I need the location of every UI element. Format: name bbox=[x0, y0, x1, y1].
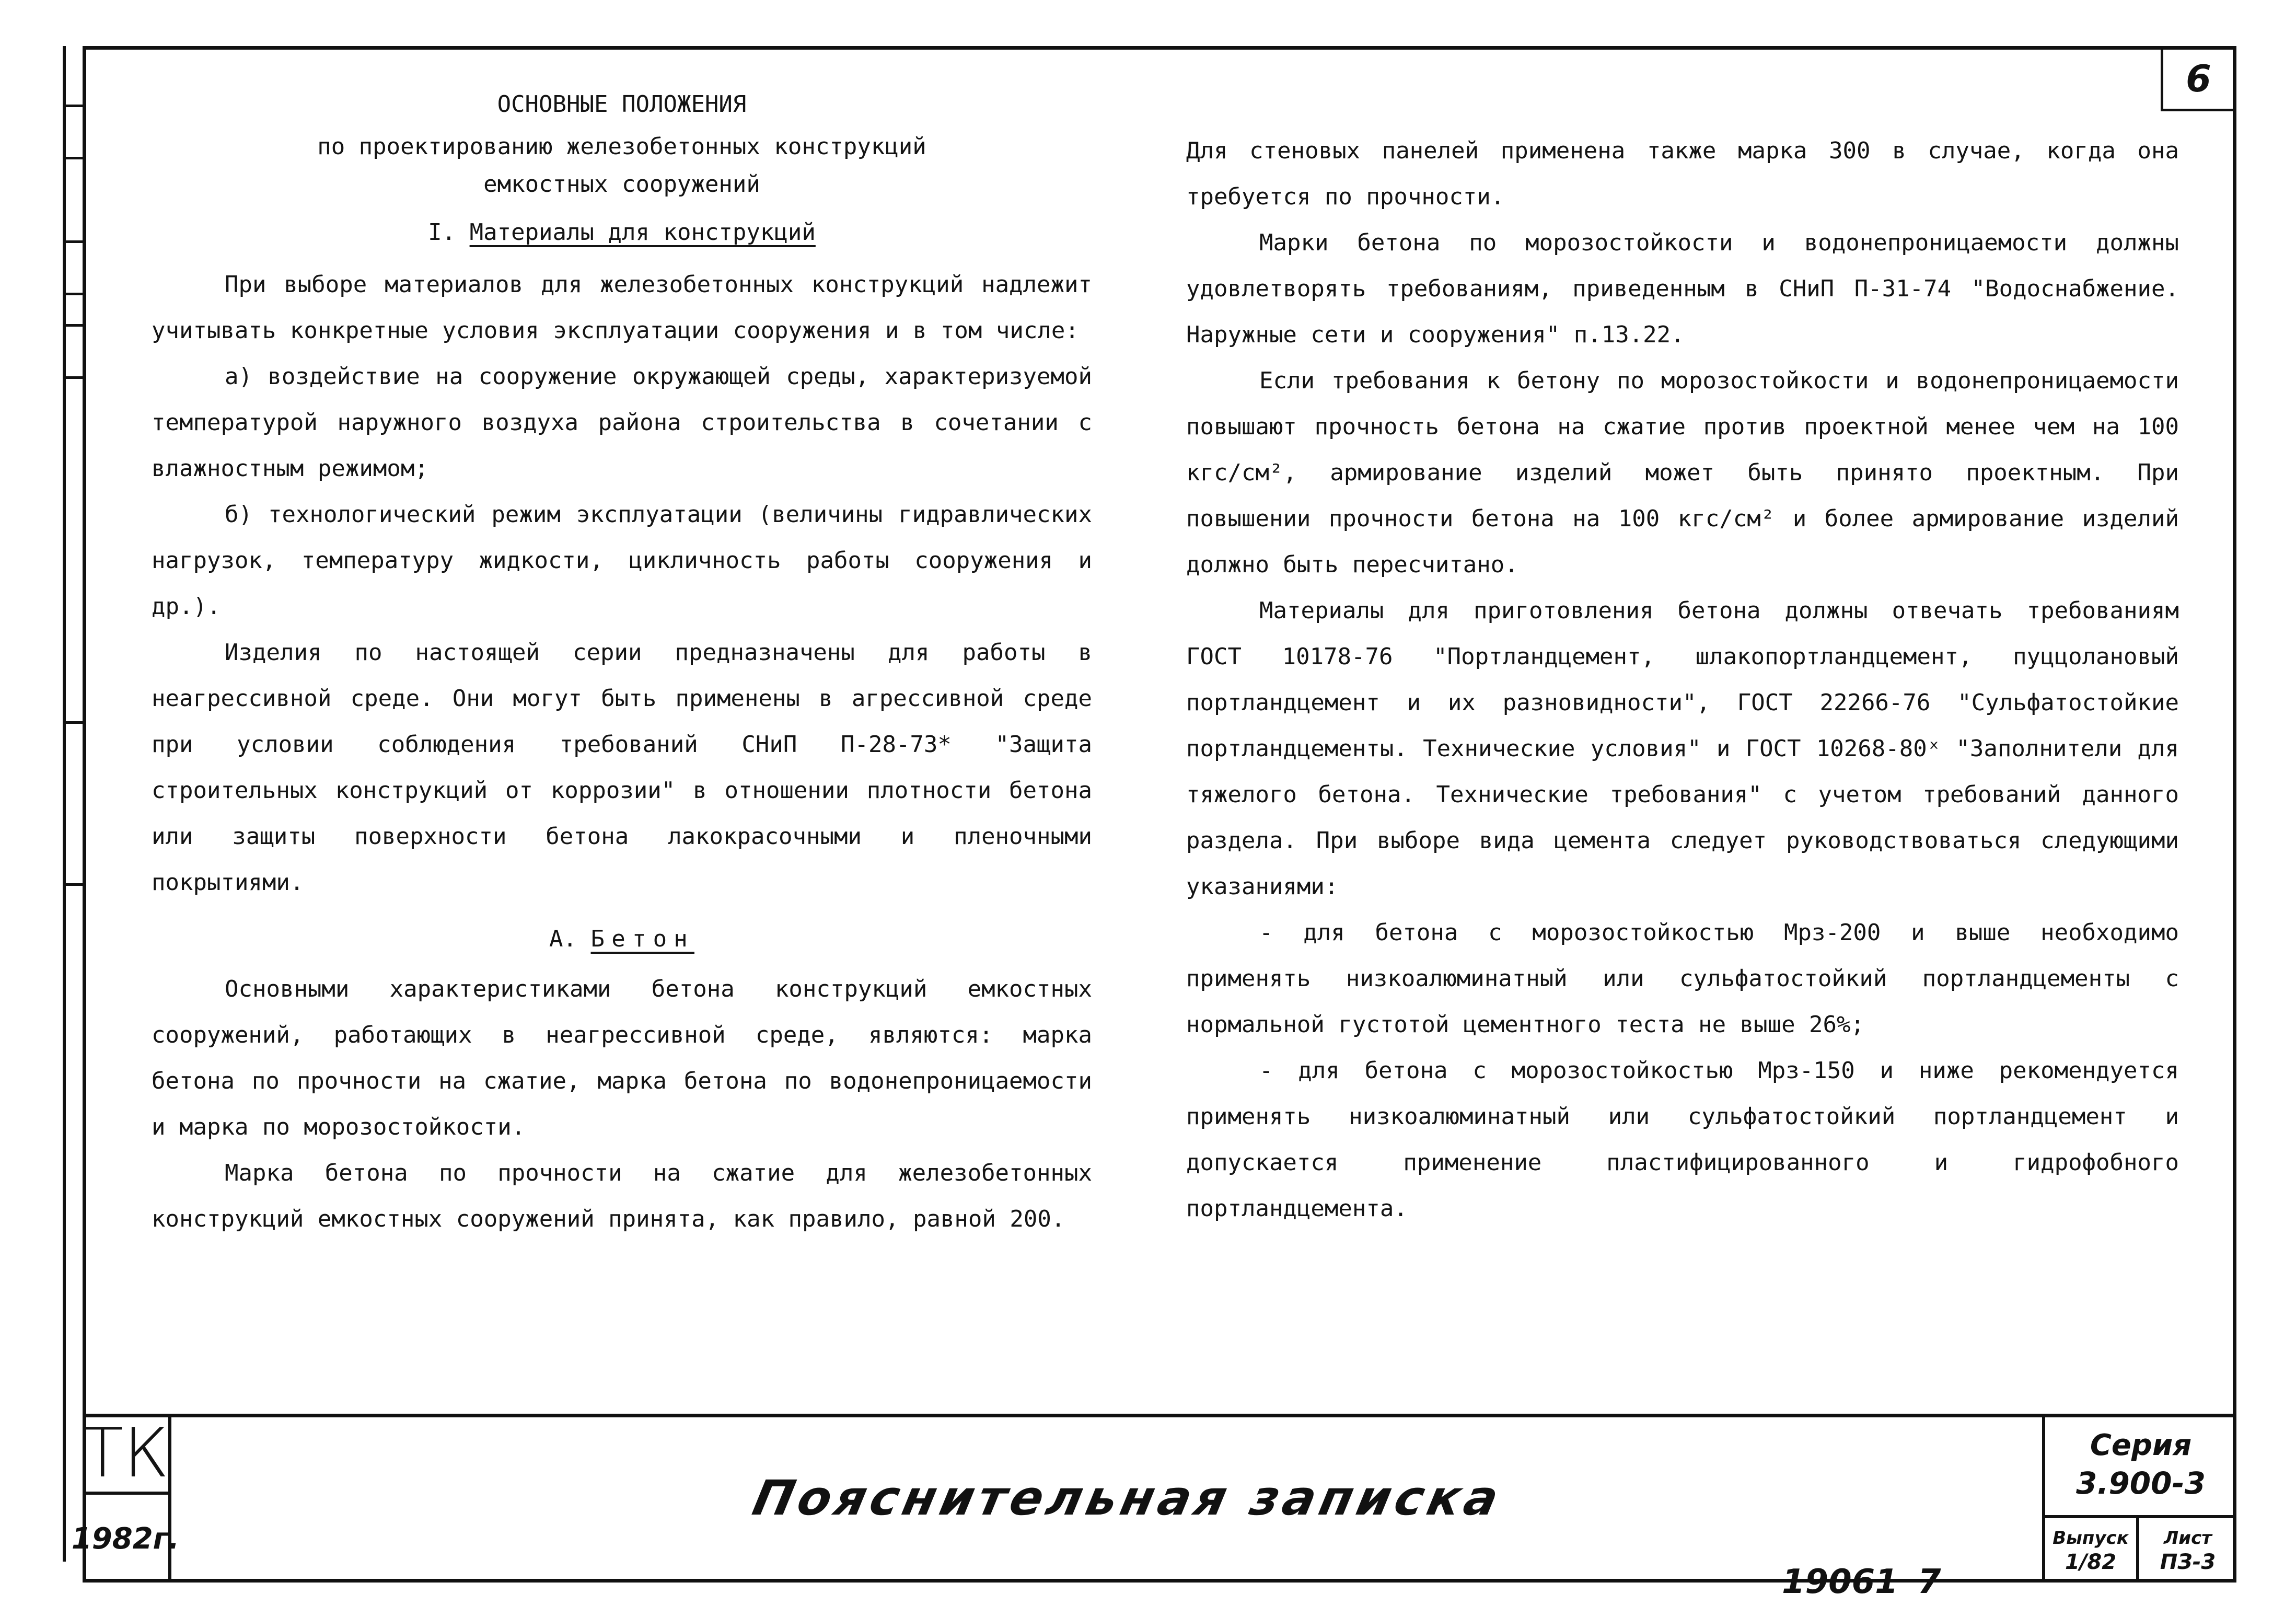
section-title: Материалы для конструкций bbox=[469, 219, 816, 246]
archive-number: 19061 bbox=[1782, 1563, 1898, 1601]
sheet-number-box bbox=[2161, 46, 2236, 111]
title-line-1: ОСНОВНЫЕ ПОЛОЖЕНИЯ bbox=[497, 91, 747, 118]
paragraph: - для бетона с морозостойкостью Мрз-150 и ниже рекомендуется применять низкоалюминатный или сульфатостойкий портландцемент и допускается применение пластифицированного и гидрофобного портландцемента. bbox=[1186, 1057, 2179, 1222]
paragraph: Основными характеристиками бетона конструкций емкостных сооружений, работающих в неагрессивной среде, являются: марка бетона по прочности на сжатие, марка бетона по водонепроницаемости и марка по морозостойкости. bbox=[152, 976, 1092, 1140]
margin-tick bbox=[63, 157, 84, 159]
section-heading-materials bbox=[152, 210, 1092, 256]
page-number: 7 bbox=[1918, 1563, 1941, 1601]
series-value: 3.900-3 bbox=[2076, 1465, 2206, 1501]
document-name: Пояснительная записка bbox=[748, 1470, 1508, 1526]
title-line-3: емкостных сооружений bbox=[483, 171, 760, 198]
sheet-number: 6 bbox=[2186, 57, 2211, 100]
paragraph: Материалы для приготовления бетона должны отвечать требованиям ГОСТ 10178-76 "Портландцемент, шлакопортландцемент, пуццолановый портландцемент и их разновидности", ГОСТ 22266-76 "Сульфатостойкие портландцементы. Технические условия" и ГОСТ 10268-80ˣ "Заполнители для тяжелого бетона. Технические требования" с учетом требований данного раздела. При выборе вида цемента следует руководствоваться следующими указаниями: bbox=[1186, 597, 2179, 900]
year-cell bbox=[71, 1495, 180, 1583]
paragraph: Марки бетона по морозостойкости и водонепроницаемости должны удовлетворять требованиям, приведенным в СНиП П-31-74 "Водоснабжение. Наружные сети и сооружения" п.13.22. bbox=[1186, 229, 2179, 348]
margin-tick bbox=[63, 721, 84, 724]
paragraph: При выборе материалов для железобетонных конструкций надлежит учитывать конкретные условия эксплуатации сооружения и в том числе: bbox=[152, 271, 1092, 344]
year: 1982г. bbox=[71, 1521, 180, 1556]
paragraph: Марка бетона по прочности на сжатие для железобетонных конструкций емкостных сооружений принята, как правило, равной 200. bbox=[152, 1160, 1092, 1232]
margin-tick bbox=[63, 376, 84, 379]
margin-tick bbox=[63, 105, 84, 107]
sheet-value: ПЗ-3 bbox=[2160, 1550, 2216, 1574]
paragraph: - для бетона с морозостойкостью Мрз-200 и выше необходимо применять низкоалюминатный или сульфатостойкий портландцементы с нормальной густотой цементного теста не выше 26%; bbox=[1186, 919, 2179, 1038]
margin-tick bbox=[63, 324, 84, 327]
section-number: А. bbox=[549, 926, 577, 952]
org-code: ТК bbox=[82, 1413, 169, 1493]
issue-cell bbox=[2042, 1518, 2139, 1583]
section-number: I. bbox=[428, 219, 456, 246]
org-cell bbox=[83, 1414, 171, 1495]
sheet-cell bbox=[2139, 1518, 2236, 1583]
paragraph: б) технологический режим эксплуатации (величины гидравлических нагрузок, температуру жидкости, цикличность работы сооружения и др.). bbox=[152, 501, 1092, 620]
binding-margin-line bbox=[63, 46, 66, 1562]
paragraph: а) воздействие на сооружение окружающей среды, характеризуемой температурой наружного воздуха района строительства в сочетании с влажностным режимом; bbox=[152, 363, 1092, 482]
paragraph: Если требования к бетону по морозостойкости и водонепроницаемости повышают прочность бетона на сжатие против проектной менее чем на 100 кгс/см², армирование изделий может быть принято проектным. При повышении прочности бетона на 100 кгс/см² и более армирование изделий должно быть пересчитано. bbox=[1186, 367, 2179, 578]
margin-tick bbox=[63, 883, 84, 886]
right-column bbox=[1186, 128, 2179, 1232]
series-cell bbox=[2042, 1414, 2236, 1518]
paragraph: Для стеновых панелей применена также марка 300 в случае, когда она требуется по прочности. bbox=[1186, 137, 2179, 210]
sheet-label: Лист bbox=[2164, 1527, 2212, 1549]
title-block bbox=[71, 1413, 2236, 1583]
series-label: Серия bbox=[2090, 1428, 2192, 1462]
margin-tick bbox=[63, 293, 84, 295]
issue-value: 1/82 bbox=[2065, 1550, 2117, 1574]
issue-label: Выпуск bbox=[2053, 1527, 2129, 1549]
left-column bbox=[152, 81, 1092, 1242]
margin-tick bbox=[63, 240, 84, 243]
title-line-2: по проектированию железобетонных конструкций bbox=[317, 133, 926, 160]
section-heading-concrete bbox=[152, 916, 1092, 962]
section-title: Бетон bbox=[590, 926, 694, 952]
paragraph: Изделия по настоящей серии предназначены для работы в неагрессивной среде. Они могут быть применены в агрессивной среде при условии соблюдения требований СНиП П-28-73* "Защита строительных конструкций от коррозии" в отношении плотности бетона или защиты поверхности бетона лакокрасочными и пленочными покрытиями. bbox=[152, 639, 1092, 896]
document-name-cell bbox=[171, 1414, 2084, 1583]
